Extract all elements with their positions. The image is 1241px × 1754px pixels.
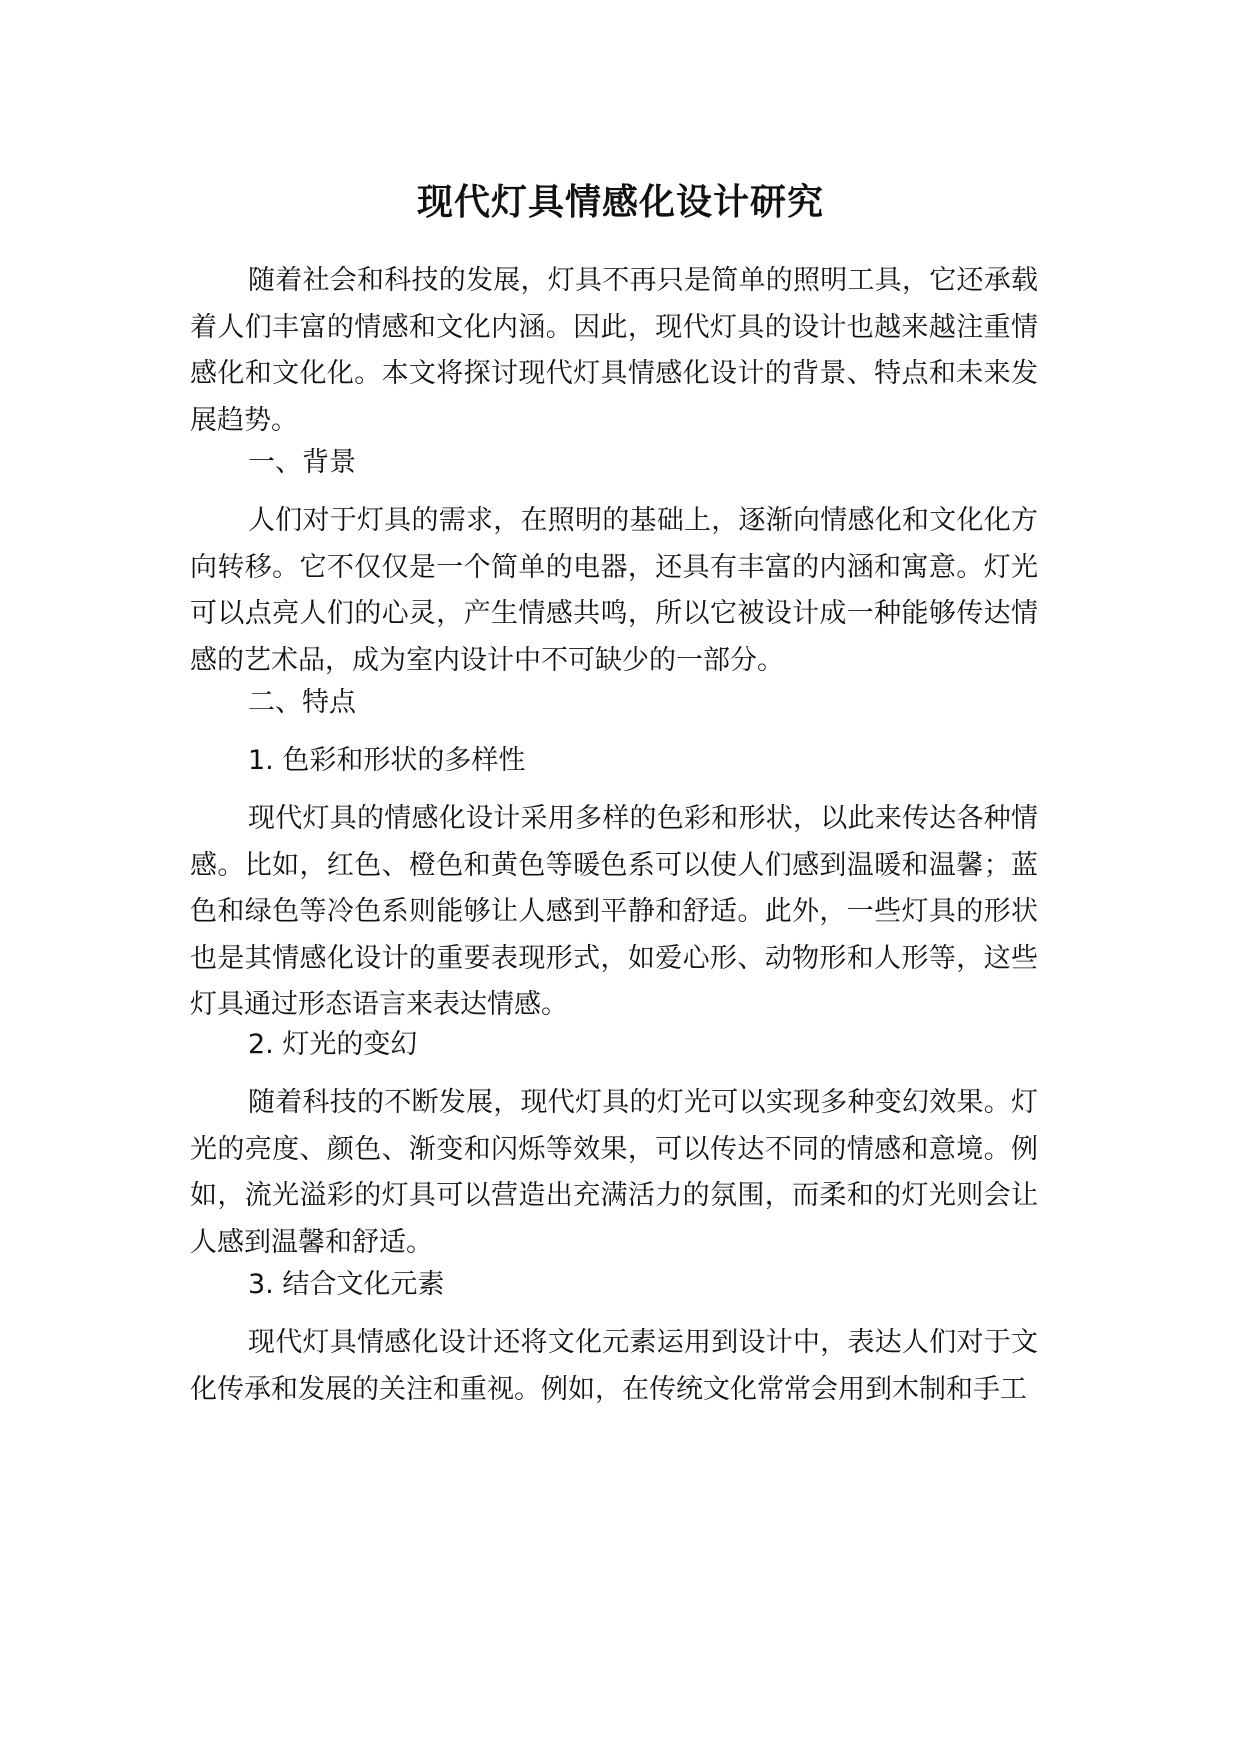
heading-background: 一、背景 [248, 447, 356, 478]
paragraph-colors-shapes: 现代灯具的情感化设计采用多样的色彩和形状，以此来传达各种情感。比如，红色、橙色和黄色等暖色系可以使人们感到温暖和温馨；蓝色和绿色等冷色系则能够让人感到平静和舒适。此外，一些灯具的形状也是其情感化设计的重要表现形式，如爱心形、动物形和人形等，这些灯具通过形态语言来表达情感。 [190, 803, 1038, 1020]
paragraph-light-change: 随着科技的不断发展，现代灯具的灯光可以实现多种变幻效果。灯光的亮度、颜色、渐变和闪烁等效果，可以传达不同的情感和意境。例如，流光溢彩的灯具可以营造出充满活力的氛围，而柔和的灯光则会让人感到温馨和舒适。 [190, 1087, 1038, 1258]
subheading-colors-shapes: 1. 色彩和形状的多样性 [248, 745, 526, 776]
paragraph-culture: 现代灯具情感化设计还将文化元素运用到设计中，表达人们对于文化传承和发展的关注和重视。例如，在传统文化常常会用到木制和手工 [190, 1327, 1038, 1405]
subheading-culture: 3. 结合文化元素 [248, 1269, 445, 1300]
subheading-light-change: 2. 灯光的变幻 [248, 1029, 418, 1060]
heading-features: 二、特点 [248, 687, 356, 718]
paragraph-intro: 随着社会和科技的发展，灯具不再只是简单的照明工具，它还承载着人们丰富的情感和文化内涵。因此，现代灯具的设计也越来越注重情感化和文化化。本文将探讨现代灯具情感化设计的背景、特点和未来发展趋势。 [190, 265, 1038, 436]
paragraph-background: 人们对于灯具的需求，在照明的基础上，逐渐向情感化和文化化方向转移。它不仅仅是一个简单的电器，还具有丰富的内涵和寓意。灯光可以点亮人们的心灵，产生情感共鸣，所以它被设计成一种能够传达情感的艺术品，成为室内设计中不可缺少的一部分。 [190, 505, 1038, 676]
document-title: 现代灯具情感化设计研究 [416, 182, 824, 223]
